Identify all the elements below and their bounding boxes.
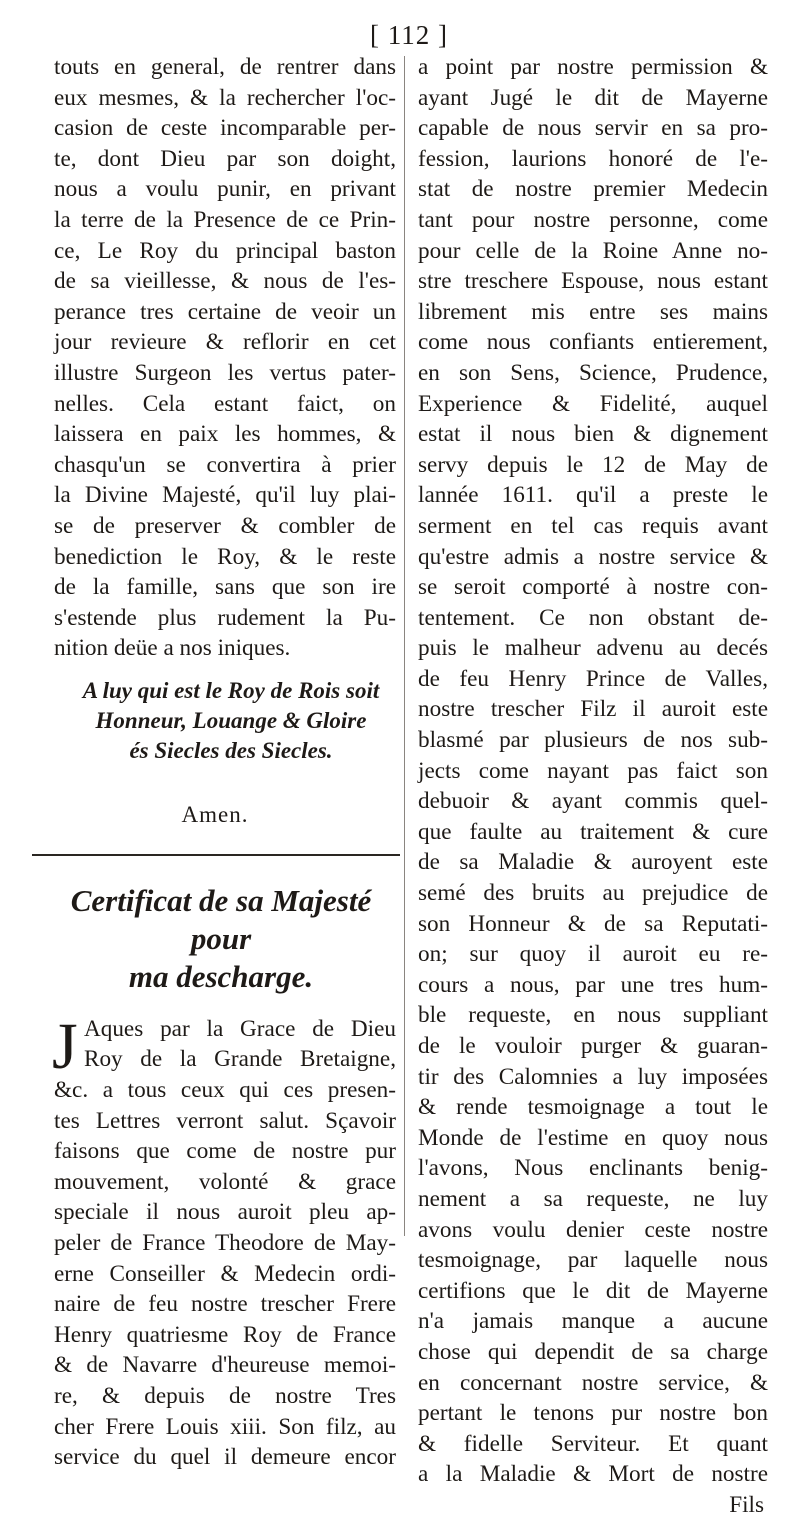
text-line: pour celle de la Roine Anne no- xyxy=(418,237,768,264)
text-line: debuoir & ayant commis quel- xyxy=(418,788,768,815)
text-line: fession, laurions honoré de l'e- xyxy=(418,145,768,172)
text-line: a point par nostre permission & xyxy=(418,54,768,80)
text-line: en son Sens, Science, Prudence, xyxy=(418,359,768,386)
text-line: Monde de l'estime en quoy nous xyxy=(418,1124,768,1151)
text-line: perance tres certaine de veoir un xyxy=(54,298,396,325)
certificate-heading-continued: ma descharge. xyxy=(128,958,314,994)
text-line: eux mesmes, & la rechercher l'oc- xyxy=(54,84,396,111)
text-line: se de preserver & combler de xyxy=(54,512,396,539)
doxology-line: Honneur, Louange & Gloire xyxy=(95,707,367,733)
text-line: de sa Maladie & auroyent este xyxy=(418,849,768,876)
text-line: serment en tel cas requis avant xyxy=(418,512,768,539)
text-line: re, & depuis de nostre Tres xyxy=(54,1383,396,1409)
text-line: cher Frere Louis xiii. Son filz, au xyxy=(54,1413,396,1440)
doxology-line: és Siecles des Siecles. xyxy=(129,737,333,763)
certificate-paragraph-continued xyxy=(418,52,768,1490)
text-line: faisons que come de nostre pur xyxy=(54,1138,396,1165)
doxology xyxy=(54,676,396,766)
text-line: ble requeste, en nous suppliant xyxy=(418,1002,768,1029)
text-line: servy depuis le 12 de May de xyxy=(418,451,768,478)
text-line: ce, Le Roy du principal baston xyxy=(54,237,396,264)
text-line: nition deüe a nos iniques. xyxy=(54,635,291,662)
text-line: touts en general, de rentrer dans xyxy=(54,54,396,80)
text-line: de la famille, sans que son ire xyxy=(54,574,396,601)
text-line: chasqu'un se convertira à prier xyxy=(54,451,396,478)
text-line: chose qui dependit de sa charge xyxy=(418,1338,768,1365)
text-line: ayant Jugé le dit de Mayerne xyxy=(418,84,768,111)
text-line: speciale il nous auroit pleu ap- xyxy=(54,1199,396,1226)
drop-cap: J xyxy=(52,1009,78,1083)
text-line: laissera en paix les hommes, & xyxy=(54,421,396,448)
text-line: avons voulu denier ceste nostre xyxy=(418,1216,768,1243)
catchword: Fils xyxy=(729,1491,764,1518)
text-line: librement mis entre ses mains xyxy=(418,298,768,325)
text-line: & de Navarre d'heureuse memoi- xyxy=(54,1352,396,1379)
text-line: tir des Calomnies a luy imposées xyxy=(418,1063,768,1090)
text-line: peler de France Theodore de May- xyxy=(54,1230,396,1257)
text-line: tes Lettres verront salut. Sçavoir xyxy=(54,1107,396,1134)
text-line: service du quel il demeure encor xyxy=(54,1444,396,1471)
text-line: illustre Surgeon les vertus pater- xyxy=(54,359,396,386)
amen-line: Amen. xyxy=(181,801,249,827)
text-line: &c. a tous ceux qui ces presen- xyxy=(54,1077,396,1104)
text-line: en concernant nostre service, & xyxy=(418,1369,768,1396)
text-line: benediction le Roy, & le reste xyxy=(54,543,396,570)
text-line: n'a jamais manque a aucune xyxy=(418,1308,768,1335)
text-line: tesmoignage, par laquelle nous xyxy=(418,1247,768,1274)
text-line: mouvement, volonté & grace xyxy=(54,1168,396,1195)
text-line: lannée 1611. qu'il a preste le xyxy=(418,482,768,509)
text-line: jects come nayant pas faict son xyxy=(418,757,768,784)
text-line: nous a voulu punir, en privant xyxy=(54,176,396,203)
text-line: stre treschere Espouse, nous estant xyxy=(418,268,768,295)
text-line: a la Maladie & Mort de nostre xyxy=(418,1461,768,1488)
text-line: la Divine Majesté, qu'il luy plai- xyxy=(54,482,396,509)
right-column xyxy=(418,52,768,1521)
doxology-line: A luy qui est le Roy de Rois soit xyxy=(82,677,380,703)
text-line: tentement. Ce non obstant de- xyxy=(418,604,768,631)
text-line: nelles. Cela estant faict, on xyxy=(54,390,396,417)
text-line: de le vouloir purger & guaran- xyxy=(418,1033,768,1059)
text-line: stat de nostre premier Medecin xyxy=(418,176,768,203)
text-line: de sa vieillesse, & nous de l'es- xyxy=(54,268,396,295)
left-column xyxy=(54,52,396,1473)
text-line: estat il nous bien & dignement xyxy=(418,421,768,448)
section-rule xyxy=(32,854,400,856)
text-line: s'estende plus rudement la Pu- xyxy=(54,604,396,631)
text-line: & rende tesmoignage a tout le xyxy=(418,1094,768,1121)
text-line: Experience & Fidelité, auquel xyxy=(418,390,768,417)
text-line: que faulte au traitement & cure xyxy=(418,818,768,845)
text-line: semé des bruits au prejudice de xyxy=(418,880,768,907)
text-line: jour revieure & reflorir en cet xyxy=(54,329,396,356)
text-line: son Honneur & de sa Reputati- xyxy=(418,910,768,937)
text-line: erne Conseiller & Medecin ordi- xyxy=(54,1260,396,1287)
opening-paragraph xyxy=(54,52,396,664)
column-divider xyxy=(404,56,405,1236)
text-line: Henry quatriesme Roy de France xyxy=(54,1321,396,1348)
text-line: Roy de la Grande Bretaigne, xyxy=(84,1046,396,1073)
text-line: nement a sa requeste, ne luy xyxy=(418,1185,768,1212)
text-line: tant pour nostre personne, come xyxy=(418,206,768,233)
page-number: [ 112 ] xyxy=(370,20,448,50)
text-line: naire de feu nostre trescher Frere xyxy=(54,1291,396,1318)
text-line: certifions que le dit de Mayerne xyxy=(418,1277,768,1304)
text-line: come nous confiants entierement, xyxy=(418,329,768,356)
certificate-heading: Certificat de sa Majesté pour xyxy=(70,882,372,956)
text-line: pertant le tenons pur nostre bon xyxy=(418,1400,768,1427)
text-line: cours a nous, par une tres hum- xyxy=(418,971,768,998)
text-line: casion de ceste incomparable per- xyxy=(54,115,396,142)
text-line: l'avons, Nous enclinants benig- xyxy=(418,1155,768,1182)
text-line: qu'estre admis a nostre service & xyxy=(418,543,768,570)
text-line: capable de nous servir en sa pro- xyxy=(418,115,768,142)
text-line: Aques par la Grace de Dieu xyxy=(84,1015,396,1042)
text-line: puis le malheur advenu au decés xyxy=(418,635,768,662)
text-line: se seroit comporté à nostre con- xyxy=(418,574,768,601)
certificate-paragraph xyxy=(52,1009,396,1473)
text-line: on; sur quoy il auroit eu re- xyxy=(418,941,768,968)
text-line: nostre trescher Filz il auroit este xyxy=(418,696,768,723)
text-line: blasmé par plusieurs de nos sub- xyxy=(418,727,768,754)
text-line: la terre de la Presence de ce Prin- xyxy=(54,206,396,233)
text-line: de feu Henry Prince de Valles, xyxy=(418,665,768,692)
text-line: te, dont Dieu par son doight, xyxy=(54,145,396,172)
text-line: & fidelle Serviteur. Et quant xyxy=(418,1430,768,1457)
